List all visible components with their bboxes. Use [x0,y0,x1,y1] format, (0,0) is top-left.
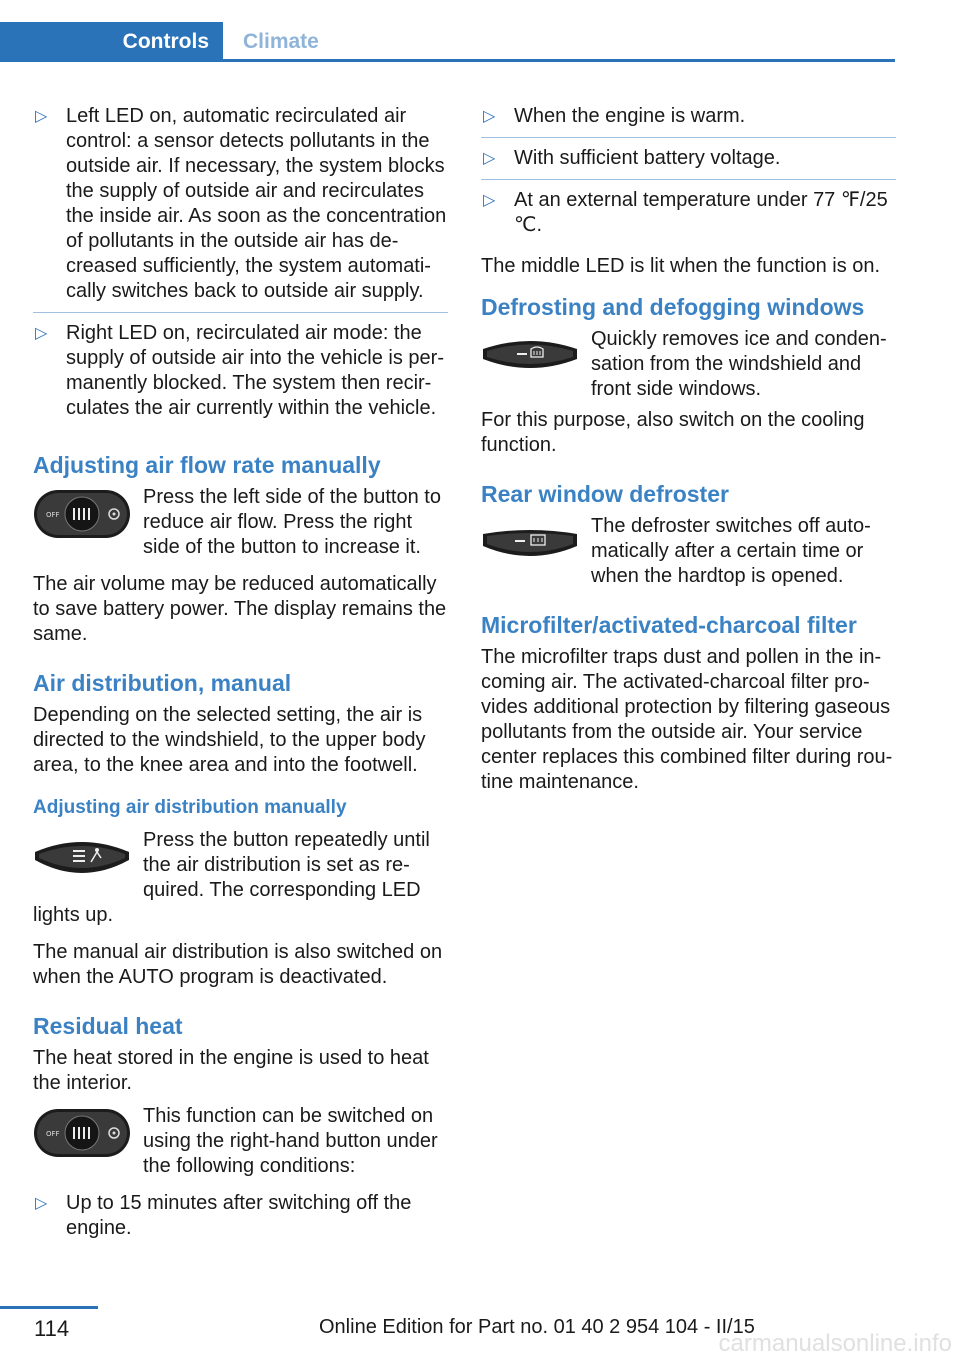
airdist-text: Depending on the selected setting, the air is directed to the windshield, to the upper body area, to the knee area and into the footwell. [33,704,426,776]
triangle-right-icon: ▷ [35,108,48,125]
list-item-text: When the engine is warm. [514,105,746,127]
airflow-figure-paragraph [33,485,448,560]
left-column [33,104,448,1249]
middle-led-text: The middle LED is lit when the function is on. [481,255,881,277]
svg-text:OFF: OFF [46,511,60,519]
header-tabs [0,22,895,62]
windshield-defrost-button-icon [481,329,579,383]
list-item-text: With sufficient battery voltage. [514,147,781,169]
filter-text: The microfilter traps dust and pollen in the in-coming air. The activated-charcoal filter pro-vides additional protection by filtering gaseous pollutants from the outside air. Your service center replaces this combined filter during rou-tine maintenance. [481,646,893,793]
airflow-note: The air volume may be reduced automatically to save battery power. The display remains the same. [33,573,447,645]
filter-heading: Microfilter/activated-charcoal filter [481,612,857,638]
airdist-sub-text: Press the button repeatedly until the air distribution is set as re-quired. The corresponding LED lights up. [33,829,430,926]
airdist-heading: Air distribution, manual [33,670,292,696]
defrost-heading: Defrosting and defogging windows [481,294,865,320]
list-item [33,321,448,429]
header-rule [223,59,895,62]
list-item [481,146,896,180]
list-item-text: At an external temperature under 77 ℉/25 ℃. [514,189,888,236]
triangle-right-icon: ▷ [483,108,496,125]
list-item-text: Right LED on, recirculated air mode: the supply of outside air into the vehicle is per-manently blocked. The system then recir-culates the air currently within the vehicle. [66,322,444,419]
residual-text: The heat stored in the engine is used to heat the interior. [33,1047,429,1094]
right-column [481,104,896,809]
tab-climate[interactable]: Climate [243,30,319,53]
airdist-subheading: Adjusting air distribution manually [33,797,347,818]
list-item [33,1191,448,1241]
defrost-figure-paragraph [481,327,896,402]
rear-heading: Rear window defroster [481,481,729,507]
list-item-text: Up to 15 minutes after switching off the engine. [66,1192,412,1239]
defrost-note: For this purpose, also switch on the cooling function. [481,409,865,456]
triangle-right-icon: ▷ [35,325,48,342]
footer-rule [0,1306,98,1309]
page-number: 114 [34,1316,70,1341]
footer-edition: Online Edition for Part no. 01 40 2 954 104 - II/15 [319,1316,755,1338]
list-item [481,104,896,138]
fan-speed-button-icon [33,1106,131,1160]
residual-figure-paragraph [33,1104,448,1179]
rear-text: The defroster switches off auto-matically after a certain time or when the hardtop is opened. [591,515,871,587]
airdist-note: The manual air distribution is also switched on when the AUTO program is deactivated. [33,941,443,988]
list-item-text: Left LED on, automatic recirculated air control: a sensor detects pollutants in the outside air. If necessary, the system blocks the supply of outside air and recirculates the inside air. As soon as the concentration of pollutants in the outside air has de-creased sufficiently, the system automati-cally switches back to outside air supply. [66,105,447,302]
airflow-text: Press the left side of the button to reduce air flow. Press the right side of the button to increase it. [143,486,441,558]
air-distribution-button-icon [33,830,131,884]
list-item [33,104,448,313]
triangle-right-icon: ▷ [483,192,496,209]
residual-heading: Residual heat [33,1013,183,1039]
list-item [481,188,896,246]
rear-figure-paragraph [481,514,896,589]
defrost-text: Quickly removes ice and conden-sation from the windshield and front side windows. [591,328,887,400]
watermark: carmanualsonline.info [718,1330,952,1357]
airdist-figure-paragraph [33,828,448,928]
triangle-right-icon: ▷ [35,1195,48,1212]
svg-text:OFF: OFF [46,1130,60,1138]
triangle-right-icon: ▷ [483,150,496,167]
residual-fig-text: This function can be switched on using the right-hand button under the following conditions: [143,1105,438,1177]
airflow-heading: Adjusting air flow rate manually [33,452,381,478]
tab-controls[interactable]: Controls [0,22,223,62]
rear-window-defrost-button-icon [481,516,579,570]
fan-speed-button-icon [33,487,131,541]
